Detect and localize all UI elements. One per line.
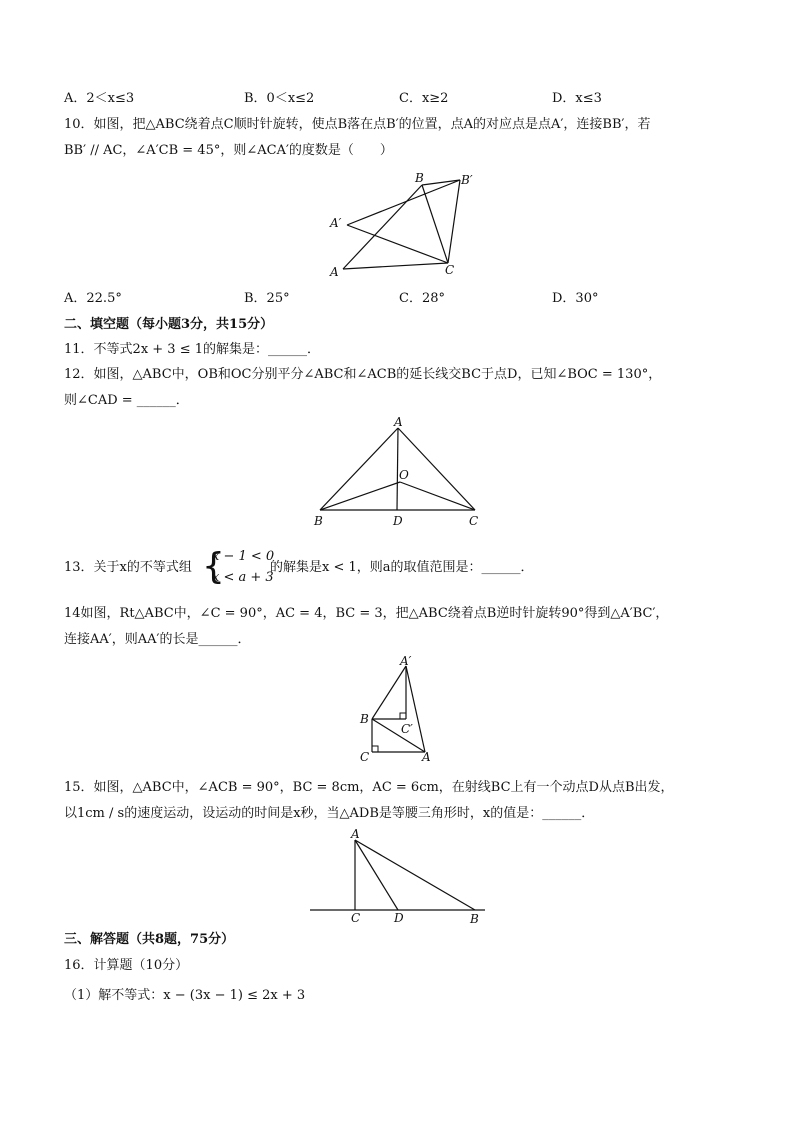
q10-option-c: C．28° — [399, 291, 445, 306]
q12-figure — [310, 414, 490, 534]
q14-label-c-prime: C′ — [401, 722, 413, 736]
q15-text-line1: 15．如图，△ABC中，∠ACB = 90°，BC = 8cm，AC = 6cm，在射线BC上有一个动点D从点B出发， — [64, 780, 674, 795]
q15-label-c: C — [351, 911, 361, 925]
q12-text-line1: 12．如图，△ABC中，OB和OC分别平分∠ABC和∠ACB的延长线交BC于点D，已知∠BOC = 130°， — [64, 367, 662, 382]
q10-label-a-prime: A′ — [330, 216, 342, 230]
q9-options — [64, 90, 744, 108]
q9-option-b: B．0＜x≤2 — [244, 91, 315, 106]
q12-label-a: A — [394, 415, 403, 429]
q9-option-a: A．2＜x≤3 — [64, 91, 135, 106]
q11-text: 11．不等式2x + 3 ≤ 1的解集是：______． — [64, 342, 321, 357]
q14-right-angle-c-prime — [400, 713, 406, 719]
q15-label-b: B — [470, 912, 479, 926]
q14-label-a-prime: A′ — [400, 654, 412, 668]
q14-label-a: A — [422, 750, 431, 764]
q13-suffix: 的解集是x < 1，则a的取值范围是：______． — [270, 560, 534, 575]
q12-label-b: B — [314, 514, 323, 528]
q12-segment-ad — [397, 428, 398, 510]
q14-text-line2: 连接AA′，则AA′的长是______． — [64, 632, 251, 647]
q14-label-b: B — [360, 712, 369, 726]
q16-part1-text: （1）解不等式：x − (3x − 1) ≤ 2x + 3 — [64, 988, 306, 1003]
q16-text: 16．计算题（10分） — [64, 958, 189, 973]
q9-option-d: D．x≤3 — [552, 91, 602, 106]
q10-option-b: B．25° — [244, 291, 290, 306]
q10-text-line2: BB′ // AC，∠A′CB = 45°，则∠ACA′的度数是（ ） — [64, 143, 393, 158]
section-3-heading: 三、解答题（共8题，75分） — [64, 932, 235, 947]
q10-figure — [325, 168, 485, 283]
q10-segment-ac — [343, 263, 448, 269]
section-2-heading: 二、填空题（每小题3分，共15分） — [64, 317, 274, 332]
q10-label-b-prime: B′ — [461, 173, 473, 187]
q12-segment-ab — [320, 428, 398, 510]
q10-options — [64, 290, 744, 308]
q13-inequality-2: x < a + 3 — [212, 570, 274, 585]
q10-text-line1: 10．如图，把△ABC绕着点C顺时针旋转，使点B落在点B′的位置，点A的对应点是点A′，连接BB′，若 — [64, 117, 651, 132]
q13-brace: { — [202, 546, 225, 587]
q14-text-line1: 14如图，Rt△ABC中，∠C = 90°，AC = 4，BC = 3，把△ABC绕着点B逆时针旋转90°得到△A′BC′， — [64, 606, 669, 621]
q14-figure — [352, 653, 442, 765]
q10-label-c: C — [445, 263, 455, 277]
q10-option-a: A．22.5° — [64, 291, 122, 306]
q10-segment-ab — [343, 185, 422, 269]
q14-label-c: C — [360, 750, 370, 764]
q15-segment-ad — [355, 840, 398, 910]
q12-segment-oc — [400, 482, 475, 510]
q12-segment-ac — [398, 428, 475, 510]
q13-inequality-1: x − 1 < 0 — [212, 549, 275, 564]
q14-segment-ba-prime — [372, 666, 406, 719]
q10-label-b: B — [415, 171, 424, 185]
q10-segment-a1b1 — [347, 180, 460, 225]
q15-label-a: A — [351, 827, 360, 841]
q15-text-line2: 以1cm / s的速度运动，设运动的时间是x秒，当△ADB是等腰三角形时，x的值是：______． — [64, 806, 595, 821]
q12-label-o: O — [399, 468, 409, 482]
q10-segment-a1c — [347, 225, 448, 263]
q15-segment-ab — [355, 840, 475, 910]
q10-segment-bc — [422, 185, 448, 263]
q13-prefix: 13．关于x的不等式组 — [64, 560, 192, 575]
q14-segment-ba — [372, 719, 425, 752]
q14-segment-aa-prime — [406, 666, 425, 752]
q10-segment-b1c — [448, 180, 460, 263]
q10-label-a: A — [330, 265, 339, 279]
q12-text-line2: 则∠CAD = ______． — [64, 393, 189, 408]
q12-label-c: C — [469, 514, 479, 528]
q14-right-angle-c — [372, 746, 378, 752]
q12-segment-bo — [320, 482, 400, 510]
q12-label-d: D — [393, 514, 403, 528]
q9-option-c: C．x≥2 — [399, 91, 449, 106]
q10-option-d: D．30° — [552, 291, 599, 306]
q15-label-d: D — [394, 911, 404, 925]
q15-figure — [305, 826, 490, 926]
